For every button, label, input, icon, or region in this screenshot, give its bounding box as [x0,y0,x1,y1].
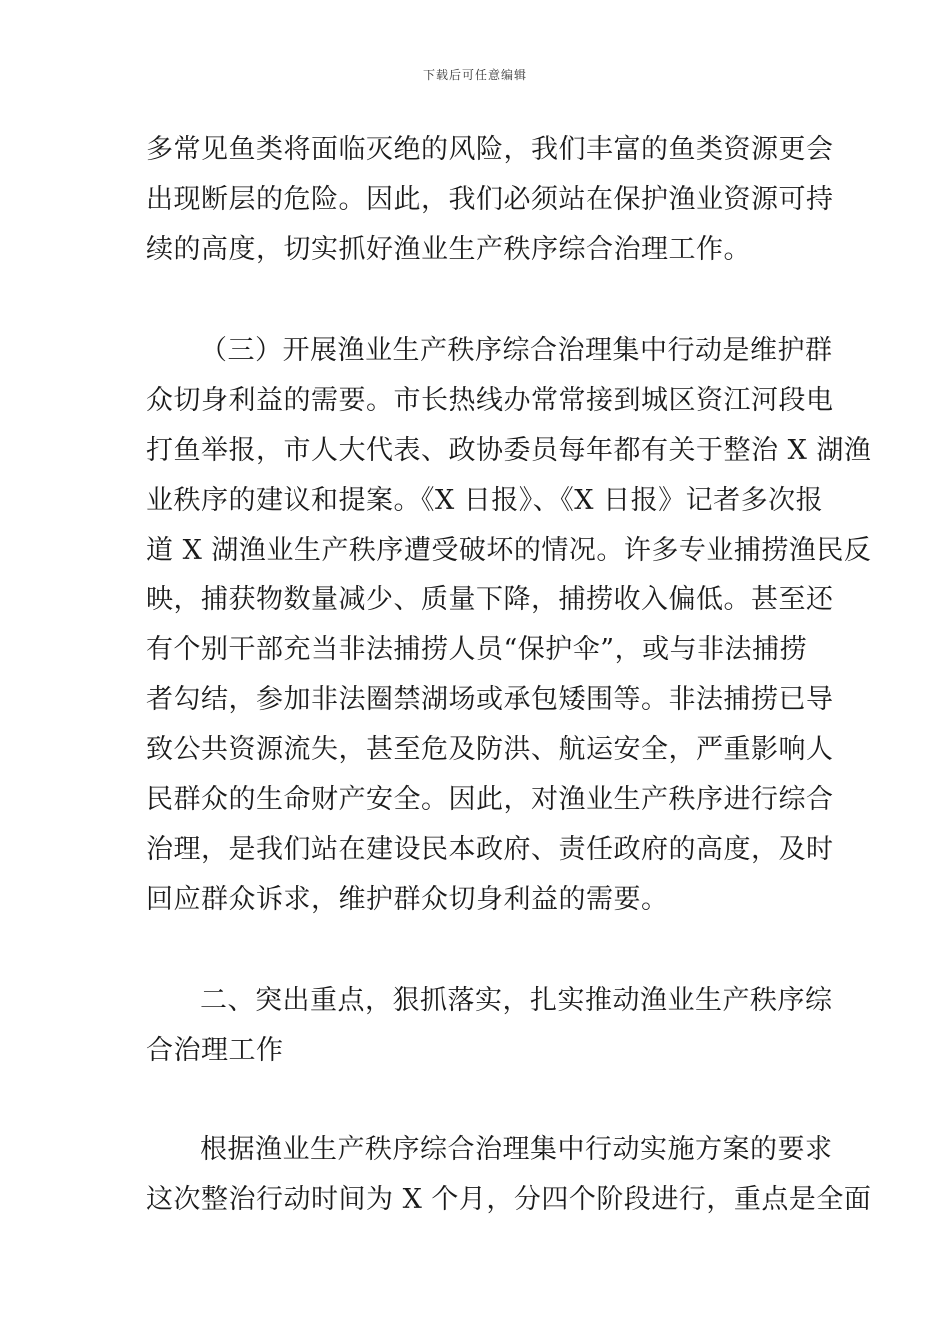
paragraph-2-line-4: 业秩序的建议和提案。《X 日报》、《X 日报》记者多次报 [146,485,824,516]
section-heading-line-1: 二、突出重点，狠抓落实，扎实推动渔业生产秩序综 [200,985,833,1016]
paragraph-2-line-12: 回应群众诉求，维护群众切身利益的需要。 [146,884,669,915]
paragraph-2-line-10: 民群众的生命财产安全。因此，对渔业生产秩序进行综合 [146,784,834,815]
paragraph-1-line-3: 续的高度，切实抓好渔业生产秩序综合治理工作。 [146,234,751,265]
page-header-note: 下载后可任意编辑 [422,68,527,82]
paragraph-4-line-1: 根据渔业生产秩序综合治理集中行动实施方案的要求 [200,1134,833,1165]
paragraph-2-line-6: 映，捕获物数量减少、质量下降，捕捞收入偏低。甚至还 [146,584,834,615]
paragraph-4-line-2: 这次整治行动时间为 X 个月，分四个阶段进行，重点是全面 [146,1184,872,1215]
paragraph-2-line-2: 众切身利益的需要。市长热线办常常接到城区资江河段电 [146,385,834,416]
paragraph-1-line-2: 出现断层的危险。因此，我们必须站在保护渔业资源可持 [146,184,834,215]
paragraph-2-line-1: （三）开展渔业生产秩序综合治理集中行动是维护群 [200,335,833,366]
paragraph-2-line-5: 道 X 湖渔业生产秩序遭受破坏的情况。许多专业捕捞渔民反 [146,535,872,566]
paragraph-1-line-1: 多常见鱼类将面临灭绝的风险，我们丰富的鱼类资源更会 [146,134,834,165]
section-heading-line-2: 合治理工作 [146,1035,284,1066]
paragraph-2-line-8: 者勾结，参加非法圈禁湖场或承包矮围等。非法捕捞已导 [146,684,834,715]
paragraph-2-line-9: 致公共资源流失，甚至危及防洪、航运安全，严重影响人 [146,734,834,765]
paragraph-2-line-7: 有个别干部充当非法捕捞人员“保护伞”，或与非法捕捞 [146,634,808,665]
paragraph-2-line-11: 治理，是我们站在建设民本政府、责任政府的高度，及时 [146,834,834,865]
paragraph-2-line-3: 打鱼举报，市人大代表、政协委员每年都有关于整治 X 湖渔 [146,435,872,466]
